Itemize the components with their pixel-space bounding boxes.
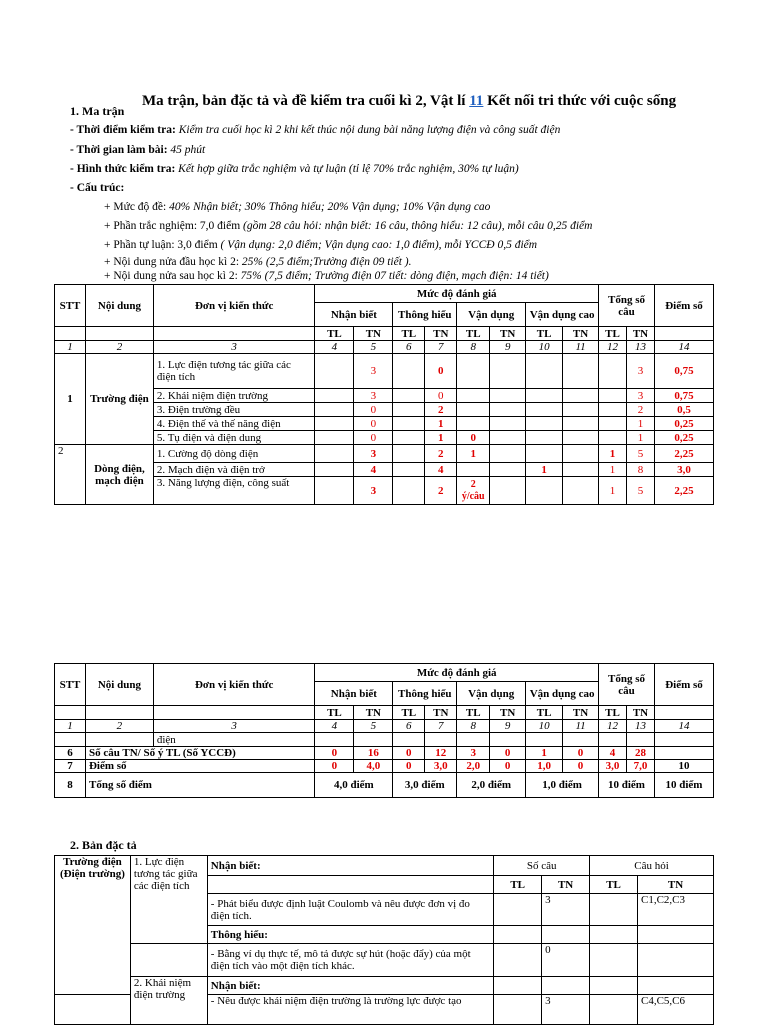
col-tl: TL	[599, 706, 627, 720]
cell: 8	[627, 463, 655, 477]
cell: 2,25	[654, 477, 713, 505]
cell: 4	[599, 747, 627, 760]
info-line: - Thời gian làm bài: 45 phút	[70, 144, 206, 156]
cell	[315, 463, 354, 477]
cell: 3,0	[425, 760, 457, 773]
section-heading-spec: 2. Bản đặc tả	[70, 838, 137, 852]
col-number: 12	[599, 341, 627, 354]
cell	[315, 403, 354, 417]
cell	[563, 445, 599, 463]
cell	[315, 431, 354, 445]
col-recognize: Nhận biết	[315, 303, 393, 327]
cell	[563, 403, 599, 417]
col-number: 7	[425, 720, 457, 733]
col-number: 4	[315, 720, 354, 733]
col-number: 9	[490, 720, 526, 733]
cell: 0	[425, 389, 457, 403]
col-total-q: Tổng số câu	[599, 285, 655, 327]
col-tl: TL	[526, 327, 563, 341]
cell	[526, 354, 563, 389]
col-number: 13	[627, 341, 655, 354]
row-label-total-score: Tổng số điểm	[85, 773, 314, 798]
col-tl: TL	[393, 706, 425, 720]
row-label-score: Điểm số	[85, 760, 314, 773]
cell: 3	[354, 389, 393, 403]
cell: 3	[354, 354, 393, 389]
topic-name: Dòng điện, mạch điện	[85, 445, 153, 505]
cell	[563, 389, 599, 403]
cell	[526, 431, 563, 445]
cell: 2	[425, 477, 457, 505]
cell	[490, 477, 526, 505]
cell	[315, 477, 354, 505]
cell	[563, 417, 599, 431]
col-apply-high: Vận dụng cao	[526, 682, 599, 706]
cell: 1	[627, 431, 655, 445]
cell: 5	[627, 477, 655, 505]
cell: 0	[315, 760, 354, 773]
row-stt: 6	[55, 747, 86, 760]
col-number: 2	[85, 341, 153, 354]
col-tl: TL	[457, 327, 490, 341]
matrix-table	[54, 284, 714, 505]
cell: 4,0	[354, 760, 393, 773]
title-link[interactable]: 11	[469, 93, 484, 109]
col-tl: TL	[393, 327, 425, 341]
col-tl: TL	[494, 876, 542, 894]
cell: 12	[425, 747, 457, 760]
cell	[393, 389, 425, 403]
cell	[563, 463, 599, 477]
cell	[654, 747, 713, 760]
cell: 3	[542, 894, 590, 926]
cell: 1	[425, 431, 457, 445]
row-stt: 8	[55, 773, 86, 798]
col-number: 5	[354, 341, 393, 354]
col-tl: TL	[599, 327, 627, 341]
cell	[315, 354, 354, 389]
cell	[315, 417, 354, 431]
cell: 3	[542, 995, 590, 1025]
cell	[490, 389, 526, 403]
col-apply: Vận dụng	[457, 682, 526, 706]
col-number: 12	[599, 720, 627, 733]
cell	[393, 417, 425, 431]
cell: 3	[627, 389, 655, 403]
col-unit: Đơn vị kiến thức	[153, 285, 315, 327]
unit-name: 3. Năng lượng điện, công suất	[153, 477, 315, 505]
col-number: 10	[526, 720, 563, 733]
col-tn: TN	[490, 327, 526, 341]
col-stt: STT	[55, 285, 86, 327]
info-line: - Hình thức kiểm tra: Kết hợp giữa trắc nghiệm và tự luận (tỉ lệ 70% trắc nghiệm, 30% tự luận)	[70, 163, 519, 175]
col-tn: TN	[627, 327, 655, 341]
row-label-question-count: Số câu TN/ Số ý TL (Số YCCĐ)	[85, 747, 314, 760]
cell: 1,0 điểm	[526, 773, 599, 798]
col-score: Điểm số	[654, 285, 713, 327]
col-stt: STT	[55, 664, 86, 706]
cell: 3,0	[599, 760, 627, 773]
col-level: Mức độ đánh giá	[315, 664, 599, 682]
cell	[599, 417, 627, 431]
cell	[490, 431, 526, 445]
unit-name: 4. Điện thế và thế năng điện	[153, 417, 315, 431]
col-apply: Vận dụng	[457, 303, 526, 327]
col-questions: Câu hỏi	[590, 856, 714, 876]
cell	[393, 445, 425, 463]
cell: 2,0 điểm	[457, 773, 526, 798]
cell: 0	[457, 431, 490, 445]
question-ids: C1,C2,C3	[638, 894, 714, 926]
cell: 0,25	[654, 431, 713, 445]
cell: 0	[354, 403, 393, 417]
col-number: 14	[654, 341, 713, 354]
cell	[393, 477, 425, 505]
cell	[599, 354, 627, 389]
unit-name: 2. Mạch điện và điện trở	[153, 463, 315, 477]
cell: 0	[393, 747, 425, 760]
cell: 1,0	[526, 760, 563, 773]
col-number: 10	[526, 341, 563, 354]
cell: 2,25	[654, 445, 713, 463]
cell: 0	[490, 747, 526, 760]
cell: 0,75	[654, 354, 713, 389]
structure-line: + Phần trắc nghiệm: 7,0 điểm (gồm 28 câu hỏi: nhận biết: 16 câu, thông hiểu: 12 câu), mỗi câu 0,25 điểm	[104, 220, 593, 232]
structure-line: + Phần tự luận: 3,0 điểm ( Vận dụng: 2,0 điểm; Vận dụng cao: 1,0 điểm), mỗi YCCĐ 0,5 điểm	[104, 239, 538, 251]
cell	[457, 354, 490, 389]
cell: 2,0	[457, 760, 490, 773]
cell: 16	[354, 747, 393, 760]
col-tl: TL	[457, 706, 490, 720]
col-total-q: Tổng số câu	[599, 664, 655, 706]
section-heading-matrix: 1. Ma trận	[70, 104, 125, 118]
structure-line: + Nội dung nửa sau học kì 2: 75% (7,5 điểm; Trường điện 07 tiết: dòng điện, mạch điện: 14 tiết)	[104, 270, 549, 282]
unit-name: 1. Lực điện tương tác giữa các điện tích	[153, 354, 315, 389]
topic-name: Trường điện	[85, 354, 153, 445]
col-number: 2	[85, 720, 153, 733]
cell: 0	[354, 417, 393, 431]
cell: 0	[393, 760, 425, 773]
col-understand: Thông hiểu	[393, 303, 457, 327]
cell	[526, 445, 563, 463]
col-tn: TN	[354, 327, 393, 341]
cell	[490, 463, 526, 477]
col-number: 3	[153, 341, 315, 354]
level-recognize: Nhận biết:	[207, 856, 493, 876]
col-tn: TN	[627, 706, 655, 720]
cell: 2	[425, 445, 457, 463]
col-number: 11	[563, 720, 599, 733]
cell: 1	[599, 445, 627, 463]
col-question-count: Số câu	[494, 856, 590, 876]
unit-name: 3. Điện trường đều	[153, 403, 315, 417]
col-number: 3	[153, 720, 315, 733]
cell: 0	[563, 760, 599, 773]
cell: 1	[425, 417, 457, 431]
spec-description: - Phát biểu được định luật Coulomb và nêu được đơn vị đo điện tích.	[207, 894, 493, 926]
cell: 1	[627, 417, 655, 431]
unit-name: 5. Tụ điện và điện dung	[153, 431, 315, 445]
col-tl: TL	[590, 876, 638, 894]
cell	[599, 431, 627, 445]
col-number: 1	[55, 720, 86, 733]
cell: 3,0 điểm	[393, 773, 457, 798]
cell	[393, 354, 425, 389]
structure-line: + Mức độ đề: 40% Nhận biết; 30% Thông hiểu; 20% Vận dụng; 10% Vận dụng cao	[104, 201, 491, 213]
col-number: 8	[457, 341, 490, 354]
cell: 1	[599, 477, 627, 505]
col-number: 7	[425, 341, 457, 354]
level-recognize: Nhận biết:	[207, 977, 493, 995]
cell: 2	[425, 403, 457, 417]
cell: 0,5	[654, 403, 713, 417]
document-title: Ma trận, bản đặc tả và đề kiểm tra cuối kì 2, Vật lí 11 Kết nối tri thức với cuộc sống	[142, 93, 677, 109]
cell	[526, 389, 563, 403]
col-number: 4	[315, 341, 354, 354]
cell	[490, 354, 526, 389]
col-number: 6	[393, 720, 425, 733]
cell: 1	[526, 747, 563, 760]
level-understand: Thông hiểu:	[207, 926, 493, 944]
cell: 0	[425, 354, 457, 389]
col-understand: Thông hiểu	[393, 682, 457, 706]
cell: 0	[542, 944, 590, 977]
cell: 5	[627, 445, 655, 463]
cell	[599, 389, 627, 403]
col-number: 1	[55, 341, 86, 354]
cell	[526, 403, 563, 417]
col-unit: Đơn vị kiến thức	[153, 664, 315, 706]
cell: 2	[627, 403, 655, 417]
cell: 3,0	[654, 463, 713, 477]
spec-table	[54, 855, 714, 1025]
col-tl: TL	[315, 327, 354, 341]
row-stt: 7	[55, 760, 86, 773]
cell	[599, 403, 627, 417]
col-number: 6	[393, 341, 425, 354]
col-tn: TN	[638, 876, 714, 894]
col-tn: TN	[490, 706, 526, 720]
cell: 3	[457, 747, 490, 760]
col-content: Nội dung	[85, 285, 153, 327]
question-ids: C4,C5,C6	[638, 995, 714, 1025]
col-recognize: Nhận biết	[315, 682, 393, 706]
cell	[393, 431, 425, 445]
col-tn: TN	[563, 327, 599, 341]
unit-name: 1. Cường độ dòng điện	[153, 445, 315, 463]
cell	[457, 403, 490, 417]
cell	[490, 417, 526, 431]
cell	[526, 417, 563, 431]
cell: 0	[315, 747, 354, 760]
info-line: - Thời điểm kiểm tra: Kiểm tra cuối học kì 2 khi kết thúc nội dung bài năng lượng điện và công suất điện	[70, 124, 561, 136]
structure-line: + Nội dung nửa đầu học kì 2: 25% (2,5 điểm;Trường điện 09 tiết ).	[104, 256, 412, 268]
cell	[457, 389, 490, 403]
cell	[315, 445, 354, 463]
col-number: 5	[354, 720, 393, 733]
row-stt: 1	[55, 354, 86, 445]
col-apply-high: Vận dụng cao	[526, 303, 599, 327]
col-tl: TL	[526, 706, 563, 720]
topic-name: Trường điện (Điện trường)	[55, 856, 131, 995]
cell: 3	[627, 354, 655, 389]
cell	[526, 477, 563, 505]
cell: 0	[490, 760, 526, 773]
cell	[315, 389, 354, 403]
cell	[490, 403, 526, 417]
cell: 0,75	[654, 389, 713, 403]
cell: 1	[526, 463, 563, 477]
col-content: Nội dung	[85, 664, 153, 706]
col-number: 14	[654, 720, 713, 733]
col-score: Điểm số	[654, 664, 713, 706]
cell: 4,0 điểm	[315, 773, 393, 798]
cell	[457, 463, 490, 477]
cell: 10	[654, 760, 713, 773]
info-line: - Cấu trúc:	[70, 182, 125, 194]
cell: 10 điểm	[654, 773, 713, 798]
cell: 4	[425, 463, 457, 477]
cell	[563, 477, 599, 505]
cell: 3	[354, 477, 393, 505]
col-tn: TN	[425, 706, 457, 720]
cell: 7,0	[627, 760, 655, 773]
col-number: 13	[627, 720, 655, 733]
cell: 1	[599, 463, 627, 477]
unit-name: 1. Lực điện tương tác giữa các điện tích	[130, 856, 207, 944]
cell	[563, 431, 599, 445]
col-number: 11	[563, 341, 599, 354]
cell: 0	[354, 431, 393, 445]
cell: 0,25	[654, 417, 713, 431]
cell: 28	[627, 747, 655, 760]
cell	[393, 403, 425, 417]
cell: 10 điểm	[599, 773, 655, 798]
col-number: 9	[490, 341, 526, 354]
row-stt: 2	[55, 445, 86, 505]
spec-description: - Nêu được khái niệm điện trường là trường lực được tạo	[207, 995, 493, 1025]
col-tn: TN	[354, 706, 393, 720]
cell	[490, 445, 526, 463]
cell: 2 ý/câu	[457, 477, 490, 505]
cell: 4	[354, 463, 393, 477]
spec-description: - Bằng ví dụ thực tế, mô tả được sự hút (hoặc đẩy) của một điện tích vào một điện tích khác.	[207, 944, 493, 977]
cell	[563, 354, 599, 389]
unit-name: 2. Khái niệm điện trường	[130, 977, 207, 1025]
col-tl: TL	[315, 706, 354, 720]
col-tn: TN	[542, 876, 590, 894]
cell: 3	[354, 445, 393, 463]
col-tn: TN	[425, 327, 457, 341]
col-number: 8	[457, 720, 490, 733]
summary-table	[54, 663, 714, 798]
cell: 0	[563, 747, 599, 760]
col-level: Mức độ đánh giá	[315, 285, 599, 303]
col-tn: TN	[563, 706, 599, 720]
unit-name: 2. Khái niệm điện trường	[153, 389, 315, 403]
cell	[393, 463, 425, 477]
unit-name-continued: điện	[153, 733, 315, 747]
cell	[457, 417, 490, 431]
cell: 1	[457, 445, 490, 463]
